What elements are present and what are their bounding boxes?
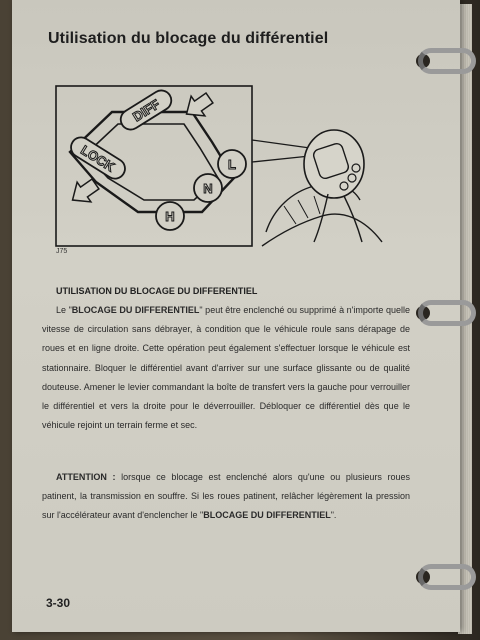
lever-shaft-back [344, 196, 362, 242]
figure-code: J75 [56, 248, 68, 255]
arrow-down-left-icon [66, 174, 103, 210]
paragraph-text: ". [330, 510, 337, 521]
binder-ring [418, 48, 476, 74]
section-heading: UTILISATION DU BLOCAGE DU DIFFERENTIEL [56, 286, 258, 296]
leader-line [252, 140, 310, 148]
lock-label: LOCK [78, 142, 118, 175]
position-n-label: N [203, 181, 213, 196]
position-h-label: H [165, 209, 175, 224]
paragraph-text: " peut être enclenché ou supprimé à n'importe quelle vitesse de circulation sans débrayer, à condition que le véhicule roule sans dérapage de roues et en ligne droite. Cette opération peut également s'effectuer lorsque le véhicule est stationnaire. Bloquer le différentiel avant d'arriver sur une surface glissante ou de qualité douteuse. Amener le levier commandant la boîte de transfert vers la gauche pour verrouiller le différentiel et vers la droite pour le déverrouiller. Débloquer ce différentiel dès que le véhicule rejoint un terrain ferme et sec. [42, 305, 410, 431]
arrow-up-right-icon [180, 88, 217, 124]
body-paragraph [42, 301, 410, 435]
page-title: Utilisation du blocage du différentiel [48, 30, 329, 47]
binder-ring [418, 300, 476, 326]
emphasis-text: BLOCAGE DU DIFFERENTIEL [71, 305, 200, 315]
manual-page [12, 0, 460, 632]
page-number: 3-30 [46, 596, 71, 610]
warning-paragraph [42, 468, 410, 526]
paragraph-text: Le " [56, 305, 72, 315]
leader-line [252, 156, 310, 162]
binder-ring [418, 564, 476, 590]
shift-pattern-diagram [52, 82, 388, 260]
warning-label: ATTENTION : [56, 472, 116, 482]
emphasis-text: BLOCAGE DU DIFFERENTIEL [203, 510, 331, 521]
diff-label: DIFF [130, 96, 163, 125]
paragraph-text: lorsque ce blocage est enclenché alors qu'une ou plusieurs roues patinent, la transmission en souffre. Si les roues patinent, relâcher légèrement la pression sur l'accélérateur avant d'enclencher le " [42, 472, 411, 521]
shift-lever-figure [52, 82, 388, 260]
position-l-label: L [228, 157, 236, 172]
sleeve-folds [284, 196, 320, 224]
